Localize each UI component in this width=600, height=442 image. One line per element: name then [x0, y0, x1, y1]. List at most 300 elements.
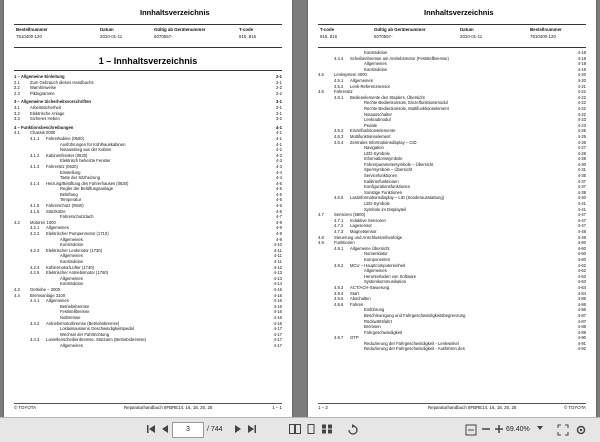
toc-text: Fahrersitz	[334, 89, 353, 95]
toc-text: Bedienelemente des Staplers, Übersicht	[350, 94, 425, 100]
toc-page: 4-60	[577, 251, 586, 257]
toc-number: 4.2.3	[30, 247, 40, 253]
toc-page: 4-13	[273, 270, 282, 276]
toc-page: 4-23	[577, 122, 586, 128]
toc-page: 4-4	[275, 169, 282, 175]
toc-entry[interactable]	[14, 343, 282, 349]
toc-page: 4-64	[577, 284, 586, 290]
toc-page: 4-15	[273, 286, 282, 292]
toc-page: 4-11	[273, 253, 282, 259]
zoom-out-button[interactable]	[480, 422, 492, 438]
toc-text: Konstruktion	[364, 66, 388, 72]
rotate-button[interactable]	[346, 422, 360, 438]
toc-page: 4-87	[577, 312, 586, 318]
toc-text: Elektrisch beheizte Fenster	[60, 158, 111, 164]
toc-number: 4.7.3	[334, 229, 344, 234]
toc-text: Symbole im Displayteil	[364, 206, 407, 212]
toc-page: 4-47	[577, 212, 586, 218]
toc-page: 4-2	[275, 147, 282, 153]
toc-page: 4-41	[577, 206, 586, 212]
toc-number: 4.4.4	[334, 55, 344, 61]
header-field: T-code 815, 816	[239, 27, 257, 39]
toc-page: 4-3	[275, 152, 282, 158]
toc-number: 4.5.1	[334, 77, 344, 83]
toc-text: Warnhinweise	[30, 85, 57, 91]
footer-divider	[14, 403, 282, 404]
toc-text: Fahrersitz (0620)	[46, 163, 78, 169]
toc-page: 4-1	[275, 130, 282, 136]
grid-view-button[interactable]	[320, 422, 334, 438]
last-page-icon	[247, 424, 257, 434]
toc-page: 4-5	[275, 191, 282, 197]
single-page-view-button[interactable]	[304, 422, 318, 438]
toc-page: 4-12	[273, 264, 282, 270]
toc-page: 3-1	[275, 99, 282, 105]
two-page-view-button[interactable]	[288, 422, 302, 438]
toc-text: Allgemeines	[46, 225, 69, 231]
toc-page: 4-16	[273, 292, 282, 298]
toc-page: 4-11	[273, 259, 282, 264]
toc-text: Notbremse	[60, 314, 81, 320]
toc-text: Taste der Sitzheizung	[60, 175, 101, 181]
zoom-in-icon	[494, 424, 504, 434]
toc-page: 4-62	[577, 262, 586, 268]
toc-number: 4.6.2	[334, 128, 344, 134]
toc-page: 4-6	[275, 203, 282, 209]
toc-page: 4-22	[577, 105, 586, 111]
toc-number: 4.9.1	[334, 245, 344, 251]
toc-number: 4.2.1	[30, 225, 40, 231]
toc-text: Allgemeines	[60, 342, 83, 348]
toc-text: Allgemeines	[60, 275, 83, 281]
toc-text: Kalibrierfunktionen	[364, 178, 399, 184]
toc-page: 4-47	[577, 217, 586, 223]
toc-number: 4.4.2	[30, 320, 40, 326]
toc-page: 4-17	[273, 342, 282, 348]
toc-text: Temperatur	[60, 197, 82, 203]
toc-entry[interactable]	[14, 116, 282, 122]
toc-text: Elektrischer Pumpenmotor (1710)	[46, 231, 109, 237]
toc-text: Sperrsymbole – Übersicht	[364, 167, 413, 173]
zoom-in-button[interactable]	[493, 422, 505, 438]
toc-text: Allgemeines	[350, 77, 373, 83]
toc-number: 4.5.2	[334, 83, 344, 89]
toc-text: ACT/ACH-Steuerung	[350, 284, 390, 290]
toc-text: Allgemeines	[60, 236, 83, 242]
next-page-icon	[233, 424, 243, 434]
toc-text: Zentrales Informationsdisplay – CID	[350, 139, 417, 145]
toc-text: Allgemeine Übersicht	[350, 245, 390, 251]
fit-page-button[interactable]	[464, 422, 478, 438]
toc-page: 2-1	[275, 79, 282, 85]
page-title: Innhaltsverzeichnis	[424, 8, 494, 17]
toc-text: Multifunktionselement	[350, 133, 391, 139]
toc-page: 4-7	[275, 214, 282, 220]
toc-number: 4.4.3	[30, 337, 40, 343]
toc-page: 4-21	[577, 83, 586, 89]
toc-text: Bremsanlage 3100	[30, 292, 66, 298]
toc-number: 4.6.3	[334, 133, 344, 139]
toc-page: 4-14	[273, 281, 282, 287]
toc-page: 4-28	[577, 150, 586, 156]
fit-page-icon	[465, 424, 477, 436]
toc-text: Piktogramme	[30, 90, 55, 96]
toc-page: 4-22	[577, 100, 586, 106]
toc-text: Regler der Belüftungsanlage	[60, 186, 114, 192]
toc-page: 4-40	[577, 195, 586, 201]
page-total: / 744	[207, 426, 223, 433]
header-field: Datum 2010-01-11	[460, 27, 483, 39]
toc-page: 4-17	[273, 337, 282, 343]
single-page-icon	[305, 424, 317, 434]
toc-page: 4-18	[577, 55, 586, 61]
fullscreen-button[interactable]	[556, 422, 570, 438]
toc-number: 4.9.7	[334, 335, 344, 341]
first-page-icon	[146, 424, 156, 434]
toc-number: 4.9.3	[334, 284, 344, 290]
toc-entry[interactable]	[14, 91, 282, 97]
toc-text: Einzelfunktionselemente	[350, 128, 396, 134]
toc-page: 4-9	[275, 231, 282, 237]
toc-number: 4.2	[14, 219, 20, 225]
toc-text: Elektrischer Lenkmotor (1730)	[46, 247, 103, 253]
toc-text: Einstellung	[60, 169, 81, 175]
toc-text: Kühlermotor/Lüfter (1740)	[46, 264, 94, 270]
toc-number: 4.9.6	[334, 301, 344, 307]
last-page-button[interactable]	[246, 422, 258, 438]
toc-page: 4-20	[577, 77, 586, 83]
toc-text: MCU – Hauptcomputereinheit	[350, 262, 406, 268]
toc-page: 4-25	[577, 128, 586, 134]
toc-page: 4-37	[577, 178, 586, 184]
toc-text: Stützkötze	[46, 208, 66, 214]
toc-text: Pedale	[364, 122, 378, 128]
toc-page: 4-3	[275, 158, 282, 164]
toc-page: 3-1	[275, 104, 282, 110]
toc-text: Fahrerschutz (0840)	[46, 203, 84, 209]
toc-page: 4-16	[273, 320, 282, 326]
toc-text: Rückwärtsfahrt	[364, 318, 392, 324]
toc-page: 2-2	[275, 90, 282, 96]
viewer-toolbar	[0, 417, 600, 442]
toc-text: Allgemeines	[364, 268, 387, 274]
toc-text: Rechte Bedienkonsole, Multifunktionselement	[364, 105, 449, 111]
toc-text: Navigation	[364, 145, 384, 151]
toc-page: 2-1	[275, 74, 282, 79]
toc-text: Feststellbremse	[60, 309, 90, 315]
toc-number: 2.2	[14, 85, 20, 91]
toc-page: 4-9	[275, 236, 282, 242]
toc-text: Zum Gebrauch dieses Handbuchs	[30, 79, 94, 85]
toc-number: 4.5	[318, 72, 324, 78]
toc-text: Fahrerschutzdach	[60, 214, 94, 220]
toc-text: Antriebsmotorbremse (Betriebsbremse)	[46, 320, 120, 326]
toc-number: 4.7.1	[334, 217, 344, 223]
header-field: Gültig ab Gerätenummer 6070557-	[374, 27, 426, 39]
toc-page: 4-60	[577, 240, 586, 246]
toc-number: 4.4	[14, 292, 20, 298]
toc-page: 4-5	[275, 186, 282, 192]
toc-text: Wechsel der Fahrtrichtung	[60, 331, 110, 337]
toc-page: 4-22	[577, 94, 586, 100]
toc-page: 4-85	[577, 296, 586, 302]
toc-text: LED-Symbole	[364, 201, 390, 207]
toc-page: 4-19	[577, 61, 586, 67]
toc-text: Sicheres Heben	[30, 116, 60, 122]
toc-text: Reduzierung der Fahrgeschwindigkeit - Lenkwinkel	[364, 340, 459, 346]
toc-page: 4-86	[577, 307, 586, 313]
toc-text: Belüftung	[60, 191, 78, 197]
toc-number: 3 – Allgemeine Sicherheitsvorschriften	[14, 99, 92, 105]
toc-page: 4-35	[577, 173, 586, 179]
toc-page: 4-22	[577, 89, 586, 95]
toc-page: 4-87	[577, 318, 586, 324]
zoom-level[interactable]: 69.40%	[506, 426, 530, 433]
toc-text: Bremsen	[364, 324, 381, 330]
footer-manual: Reparaturhandbuch 8FBRE14, 16, 18, 20, 25	[124, 405, 213, 410]
toc-page: 4-20	[577, 72, 586, 78]
zoom-dropdown[interactable]	[534, 422, 546, 438]
toc-page: 4-25	[577, 133, 586, 139]
footer-copyright: © TOYOTA	[563, 405, 586, 410]
toc-number: 4.3	[14, 286, 20, 292]
toc-text: Steuerung und Anschlussreihenfolge	[334, 234, 403, 240]
toc-number: 4.1.6	[30, 208, 40, 214]
toc-text: Einführung	[364, 307, 385, 313]
footer-copyright: © TOYOTA	[14, 405, 37, 410]
toc-text: Funktionen	[334, 240, 355, 246]
document-header	[14, 24, 282, 48]
toc-number: 3.1	[14, 104, 20, 110]
toc-text: Notausstieg aus der Kabine	[60, 147, 112, 153]
toc-text: Konstruktion	[60, 242, 84, 248]
toc-text: Betriebsbremse	[60, 303, 90, 309]
toc-page: 4-30	[577, 161, 586, 167]
toc-page: 3-1	[275, 110, 282, 116]
toc-page: 4-60	[577, 256, 586, 262]
header-field: Datum 2010-01-11	[100, 27, 123, 39]
toc-number: 4.7.2	[334, 223, 344, 229]
toc-number: 4.6.5	[334, 195, 344, 201]
toc-text: LED-Symbole	[364, 150, 390, 156]
toc-page: 4-39	[577, 189, 586, 195]
two-page-icon	[289, 424, 301, 434]
toc-page: 4-90	[577, 335, 586, 341]
toc-page: 4-1	[275, 124, 282, 130]
toc-page: 4-63	[577, 273, 586, 279]
toc-text: Kabinenfenster (0530)	[46, 152, 88, 158]
toc-text: Rechte Bedienkonsole, Einzelfunktionsmodul	[364, 100, 448, 106]
next-page-button[interactable]	[232, 422, 244, 438]
toc-page: 4-48	[577, 229, 586, 234]
toc-page: 4-27	[577, 145, 586, 151]
toc-text: Beschleunigung und Fahrgeschwindigkeitsbegrenzung	[364, 312, 466, 318]
footer-page-number: 1 – 1	[272, 405, 282, 410]
toc-text: Nomenklatur	[364, 251, 388, 257]
toc-text: Lagesensor	[350, 223, 372, 229]
toc-page: 4-23	[577, 117, 586, 123]
toc-text: Induktive Sensoren	[350, 217, 386, 223]
toc-page: 4-60	[577, 245, 586, 251]
page-number-input[interactable]: 3	[172, 422, 204, 438]
toc-page: 4-49	[577, 234, 586, 240]
toc-number: 3.2	[14, 110, 20, 116]
gear-icon	[575, 424, 587, 436]
grid-view-icon	[321, 424, 333, 434]
toc-text: Notausschalter	[364, 111, 392, 117]
toc-number: 4 – Funktionsbeschreibungen	[14, 124, 74, 130]
header-field: Bestellnummer 7510400-120	[16, 27, 48, 39]
toc-number: 4.6.1	[334, 94, 344, 100]
toc-text: Servicefunktionen	[364, 173, 398, 179]
toc-number: 1 – Allgemeine Einleitung	[14, 74, 65, 79]
toc-number: 4.2.5	[30, 270, 40, 276]
toc-text: Loslassaussens Geschwindigkeitspedal	[60, 326, 134, 332]
divider	[14, 70, 282, 71]
toc-text: Fahrerkabine (0500)	[46, 135, 84, 141]
toc-text: Fahren	[350, 301, 364, 307]
toc-page: 4-17	[273, 331, 282, 337]
toc-page: 4-1	[275, 141, 282, 147]
toc-page: 4-89	[577, 329, 586, 335]
toc-page: 4-16	[273, 309, 282, 315]
toc-text: OTP	[350, 335, 359, 341]
toc-number: 4.9.5	[334, 296, 344, 302]
right-page	[308, 0, 596, 417]
toc-number: 4.6.4	[334, 139, 344, 145]
toc-page: 3-2	[275, 116, 282, 122]
toc-page: 4-88	[577, 324, 586, 330]
toc-page: 4-62	[577, 268, 586, 274]
toc-text: Lenk-Referenzsensor	[350, 83, 391, 89]
toc-text: Lenksystem 4000	[334, 72, 367, 78]
toc-text: Sensoren (5800)	[334, 212, 366, 218]
document-header	[318, 24, 586, 48]
toc-text: Allgemeines	[60, 253, 83, 259]
toc-text: Fahrerparametersymbole – Übersicht	[364, 161, 434, 167]
toc-text: Arbeitssicherheit	[30, 104, 61, 110]
header-field: Bestellnummer 7510400-120	[530, 27, 562, 39]
toc-text: Sonstige Funktionen	[364, 189, 403, 195]
toc-page: 4-11	[273, 247, 282, 253]
toc-number: 2.3	[14, 90, 20, 96]
toc-number: 4.1.4	[30, 180, 40, 186]
toc-number: 4.1.3	[30, 163, 40, 169]
toc-number: 2.1	[14, 79, 20, 85]
toc-page: 4-84	[577, 290, 586, 296]
toc-page: 4-9	[275, 219, 282, 225]
toc-page: 4-63	[577, 279, 586, 285]
toc-text: Start	[350, 290, 359, 296]
toc-list	[14, 74, 282, 349]
toc-text: Reduzierung der Fahrgeschwindigkeit - Ausfahren des	[364, 346, 465, 352]
toc-page: 2-2	[275, 85, 282, 91]
toc-text: Scheibenbremse am Antriebsmotor (Feststellbremse)	[350, 55, 449, 61]
toc-text: Magnetsensor	[350, 229, 377, 234]
page-title: Innhaltsverzeichnis	[140, 8, 210, 17]
toc-text: Lenkradmodul	[364, 117, 391, 123]
toc-text: Konfigurationsfunktionen	[364, 184, 411, 190]
toc-page: 4-28	[577, 156, 586, 162]
toc-list	[318, 50, 586, 352]
toc-text: Herunterladen von Software	[364, 273, 417, 279]
toc-text: Fahrgeschwindigkeit	[364, 329, 403, 335]
toc-number: 4.1.1	[30, 135, 40, 141]
settings-button[interactable]	[574, 422, 588, 438]
toc-number: 4.6	[318, 89, 324, 95]
toc-page: 4-19	[577, 66, 586, 72]
left-page	[4, 0, 292, 417]
toc-page: 4-18	[577, 50, 586, 55]
toc-page: 4-1	[275, 135, 282, 141]
toc-number: 4.9.2	[334, 262, 344, 268]
header-field: T-code 815, 816	[320, 27, 338, 39]
toc-page: 4-26	[577, 139, 586, 145]
chevron-down-icon	[536, 424, 544, 432]
fullscreen-icon	[557, 424, 569, 436]
toc-page: 4-13	[273, 275, 282, 281]
prev-page-icon	[160, 424, 170, 434]
toc-text: Getriebe – 2000	[30, 286, 61, 292]
chapter-title: 1 – Innhaltsverzeichnis	[98, 56, 198, 66]
toc-number: 4.8	[318, 234, 324, 240]
toc-number: 4.2.2	[30, 231, 40, 237]
toc-number: 3.3	[14, 116, 20, 122]
toc-page: 4-17	[273, 326, 282, 332]
footer-page-number: 1 – 2	[318, 405, 328, 410]
toc-text: Abschalten	[350, 296, 371, 302]
prev-page-button[interactable]	[159, 422, 171, 438]
toc-page: 4-41	[577, 201, 586, 207]
toc-text: Lamellenscheibenbremse, Stützarm (Betriebsbremse)	[46, 337, 147, 343]
toc-number: 4.4.1	[30, 298, 40, 304]
toc-page: 4-31	[577, 167, 586, 173]
toc-text: Allgemeines	[364, 61, 387, 67]
toc-number: 4.1	[14, 130, 20, 136]
toc-page: 4-37	[577, 184, 586, 190]
footer-divider	[318, 403, 586, 404]
toc-text: Konstruktion	[60, 259, 84, 264]
toc-text: Lastinformationsdisplay – LID (Sonderausstattung)	[350, 195, 445, 201]
toc-text: Elektrische Anlage	[30, 110, 65, 116]
toc-text: Komponenten	[364, 256, 391, 262]
toc-text: Konstruktion	[364, 50, 388, 55]
toc-page: 4-91	[577, 340, 586, 346]
toc-page: 4-3	[275, 163, 282, 169]
toc-page: 4-16	[273, 314, 282, 320]
toc-number: 4.9.4	[334, 290, 344, 296]
toc-page: 4-4	[275, 175, 282, 181]
toc-number: 4.7	[318, 212, 324, 218]
toc-entry[interactable]	[318, 346, 586, 352]
header-field: Gültig ab Gerätenummer 6070557-	[154, 27, 206, 39]
toc-page: 4-16	[273, 303, 282, 309]
toc-text: Heizung/Belüftung des Fahrerhauses (0630)	[46, 180, 129, 186]
toc-text: Allgemeines	[46, 298, 69, 304]
footer-manual: Reparaturhandbuch 8FBRE14, 16, 18, 20, 25	[428, 405, 517, 410]
first-page-button[interactable]	[145, 422, 157, 438]
toc-page: 4-10	[273, 242, 282, 248]
toc-text: Informationssymbole	[364, 156, 403, 162]
toc-page: 4-9	[275, 225, 282, 231]
toc-number: 4.2.4	[30, 264, 40, 270]
toc-page: 4-5	[275, 197, 282, 203]
zoom-out-icon	[481, 424, 491, 434]
toc-page: 4-6	[275, 208, 282, 214]
toc-page: 4-22	[577, 111, 586, 117]
toc-page: 4-5	[275, 180, 282, 186]
toc-text: Systemkommunikation	[364, 279, 407, 285]
